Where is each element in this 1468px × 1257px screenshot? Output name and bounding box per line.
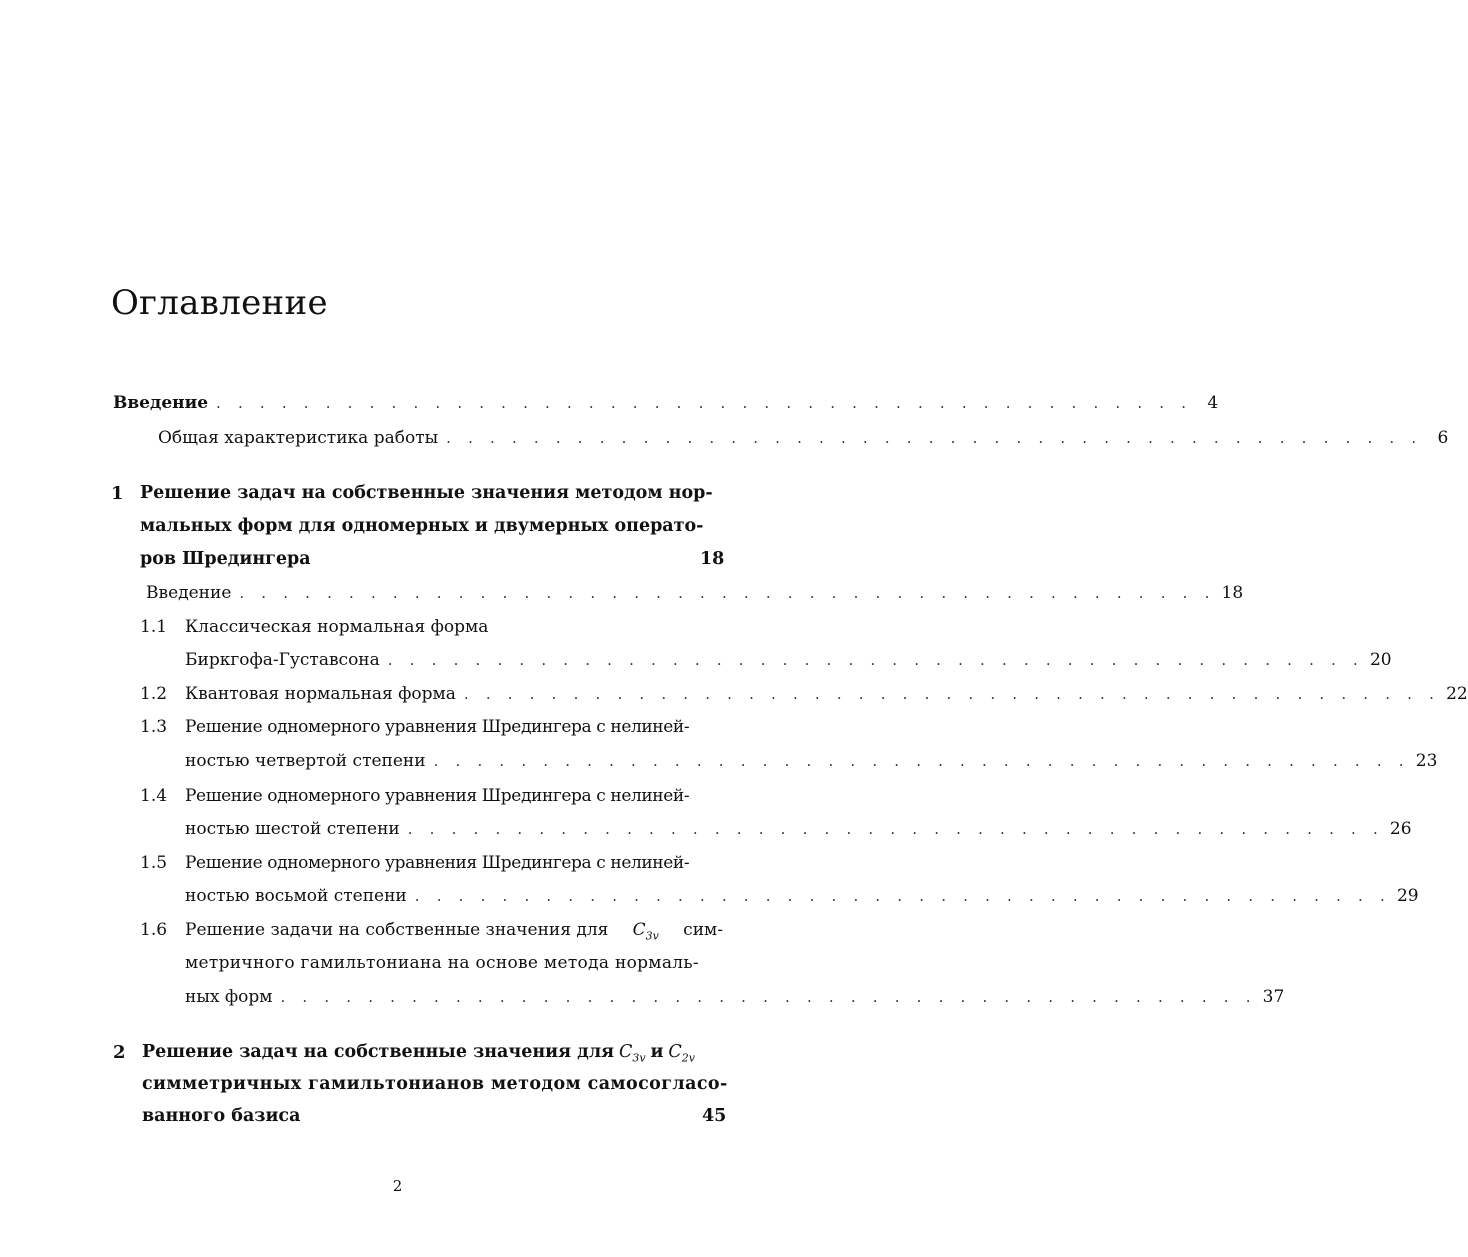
toc-entry-section-1-5[interactable]: [185, 886, 1419, 912]
chapter-title-line[interactable]: симметричных гамильтонианов методом самосогласо-: [142, 1074, 728, 1094]
leader-dots: . . . . . . . . . . . . . . . . . . . . . . . . . . . . . . . . . . . . . . . . . . . . .: [239, 584, 1216, 602]
toc-entry-label: Квантовая нормальная форма: [185, 684, 456, 704]
chapter-title-line[interactable]: ванного базиса: [142, 1106, 301, 1126]
symbol-c2v: [668, 1042, 695, 1065]
section-title-line[interactable]: Решение одномерного уравнения Шредингера с нелиней-: [185, 853, 690, 873]
symbol-c: C: [668, 1042, 682, 1062]
toc-entry-page: 37: [1262, 987, 1285, 1007]
toc-entry-intro[interactable]: [113, 393, 1219, 419]
section-title-text: сим-: [683, 920, 723, 940]
toc-entry-label: Общая характеристика работы: [158, 428, 439, 448]
symbol-c3v: [619, 1042, 646, 1065]
section-number: 1.4: [140, 786, 168, 806]
toc-entry-page: 6: [1437, 428, 1449, 448]
toc-entry-page: 23: [1415, 751, 1438, 771]
toc-entry-page: 4: [1207, 393, 1219, 413]
section-title-line[interactable]: Решение одномерного уравнения Шредингера с нелиней-: [185, 786, 690, 806]
page-number: 2: [392, 1177, 403, 1195]
toc-entry-label: ностью восьмой степени: [185, 886, 407, 906]
section-number: 1.3: [140, 717, 168, 737]
chapter-title-text: Решение задач на собственные значения для: [142, 1042, 615, 1062]
chapter-title-line[interactable]: [142, 1042, 695, 1065]
leader-dots: . . . . . . . . . . . . . . . . . . . . . . . . . . . . . . . . . . . . . . . . . . . . .: [407, 820, 1384, 838]
toc-entry-page: 26: [1389, 819, 1412, 839]
chapter-title-line[interactable]: Решение задач на собственные значения методом нор-: [140, 483, 713, 503]
toc-entry-page: 20: [1369, 650, 1392, 670]
toc-entry-section-1-1[interactable]: [185, 650, 1392, 676]
toc-heading: Оглавление: [111, 283, 328, 323]
toc-entry-label: Введение: [113, 393, 209, 413]
chapter-title-line[interactable]: мальных форм для одномерных и двумерных операто-: [140, 516, 704, 536]
toc-entry-section-1-2[interactable]: [185, 684, 1468, 710]
toc-entry-label: ностью четвертой степени: [185, 751, 426, 771]
section-title-line[interactable]: [185, 920, 723, 942]
section-title-line[interactable]: Решение одномерного уравнения Шредингера с нелиней-: [185, 717, 690, 737]
leader-dots: . . . . . . . . . . . . . . . . . . . . . . . . . . . . . . . . . . . . . . . . . . . . .: [446, 429, 1423, 447]
section-number: 1.5: [140, 853, 168, 873]
toc-entry-section-1-4[interactable]: [185, 819, 1412, 845]
section-title-line[interactable]: метричного гамильтониана на основе метода нормаль-: [185, 953, 699, 973]
symbol-c: C: [632, 920, 646, 940]
symbol-subscript: 3v: [645, 929, 659, 943]
chapter-title-line[interactable]: ров Шредингера: [140, 549, 311, 569]
toc-entry-page: 22: [1446, 684, 1468, 704]
chapter-number: 1: [111, 483, 124, 504]
toc-entry-section-1-3[interactable]: [185, 751, 1438, 777]
chapter-title-text: и: [650, 1042, 664, 1062]
leader-dots: . . . . . . . . . . . . . . . . . . . . . . . . . . . . . . . . . . . . . . . . . . . . .: [280, 988, 1257, 1006]
toc-entry-page: 29: [1396, 886, 1419, 906]
leader-dots: . . . . . . . . . . . . . . . . . . . . . . . . . . . . . . . . . . . . . . . . . . . . .: [216, 394, 1193, 412]
symbol-subscript: 3v: [632, 1051, 646, 1065]
section-number: 1.2: [140, 684, 168, 704]
toc-entry-page: 18: [1221, 583, 1244, 603]
toc-entry-chapter1-intro[interactable]: [146, 583, 1244, 609]
leader-dots: . . . . . . . . . . . . . . . . . . . . . . . . . . . . . . . . . . . . . . . . . . . . .: [387, 651, 1364, 669]
toc-entry-label: Биркгофа-Густавсона: [185, 650, 380, 670]
symbol-c: C: [618, 1042, 633, 1062]
section-number: 1.6: [140, 920, 168, 940]
section-title-text: Решение задачи на собственные значения для: [185, 920, 609, 940]
toc-entry-label: ных форм: [185, 987, 273, 1007]
chapter-page: 45: [702, 1106, 727, 1126]
leader-dots: . . . . . . . . . . . . . . . . . . . . . . . . . . . . . . . . . . . . . . . . . . . . .: [463, 685, 1441, 703]
toc-entry-label: ностью шестой степени: [185, 819, 400, 839]
symbol-subscript: 2v: [681, 1051, 695, 1065]
leader-dots: . . . . . . . . . . . . . . . . . . . . . . . . . . . . . . . . . . . . . . . . . . . . .: [414, 887, 1391, 905]
chapter-page: 18: [700, 549, 725, 569]
symbol-c3v: [633, 920, 659, 942]
section-number: 1.1: [140, 617, 168, 637]
toc-entry-section-1-6[interactable]: [185, 987, 1285, 1013]
leader-dots: . . . . . . . . . . . . . . . . . . . . . . . . . . . . . . . . . . . . . . . . . . . . .: [433, 752, 1410, 770]
chapter-number: 2: [113, 1042, 126, 1063]
section-title-line[interactable]: Классическая нормальная форма: [185, 617, 489, 637]
toc-entry-general[interactable]: [158, 428, 1449, 454]
toc-entry-label: Введение: [146, 583, 232, 603]
